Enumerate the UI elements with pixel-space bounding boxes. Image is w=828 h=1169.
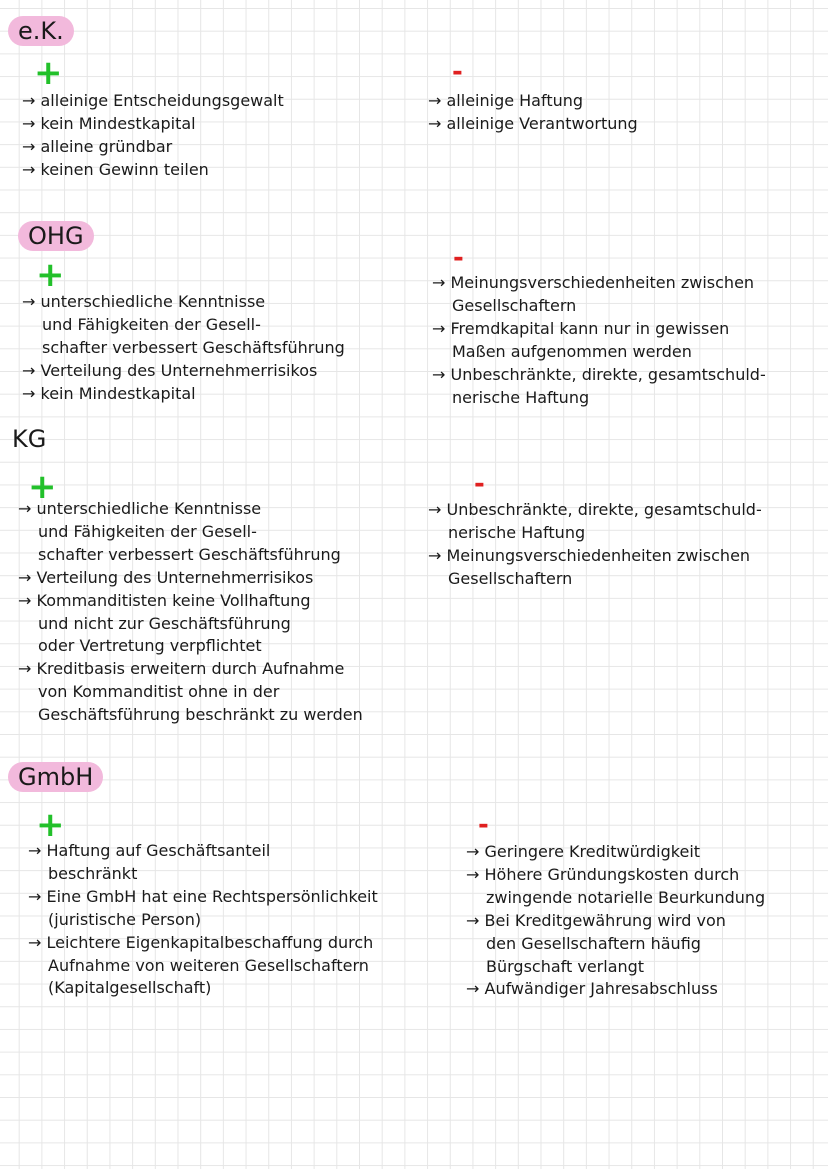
list-item: → unterschiedliche Kenntnisse und Fähigkeiten der Gesell- schafter verbessert Geschäftsführung [22, 292, 345, 357]
cons-list-gmbh [466, 841, 765, 1001]
list-item: → Haftung auf Geschäftsanteil beschränkt [28, 841, 271, 883]
section-title-ohg: OHG [18, 221, 94, 251]
list-item: → Unbeschränkte, direkte, gesamtschuld- nerische Haftung [428, 500, 762, 542]
pros-plus-icon: + [36, 255, 65, 295]
list-item: → Geringere Kreditwürdigkeit [466, 842, 701, 861]
list-item: → alleine gründbar [22, 136, 173, 156]
pros-plus-icon: + [34, 53, 63, 93]
cons-minus-icon: - [478, 810, 489, 840]
pros-list-kg [18, 498, 363, 727]
cons-list-ek [428, 90, 638, 136]
pros-plus-icon: + [36, 805, 65, 845]
list-item: → Leichtere Eigenkapitalbeschaffung durch Aufnahme von weiteren Gesellschaftern (Kapitalgesellschaft) [28, 932, 374, 998]
pros-list-gmbh [28, 840, 378, 1000]
cons-minus-icon: - [453, 243, 464, 273]
section-title-gmbh: GmbH [8, 762, 103, 792]
list-item: → Meinungsverschiedenheiten zwischen Gesellschaftern [432, 273, 755, 315]
cons-minus-icon: - [452, 57, 463, 87]
list-item: → Kommanditisten keine Vollhaftung und nicht zur Geschäftsführung oder Vertretung verpflichtet [18, 590, 311, 656]
cons-list-ohg [432, 272, 766, 409]
pros-plus-icon: + [28, 467, 57, 507]
list-item: → unterschiedliche Kenntnisse und Fähigkeiten der Gesell- schafter verbessert Geschäftsführung [18, 499, 341, 564]
list-item: → alleinige Verantwortung [428, 113, 638, 133]
list-item: → kein Mindestkapital [22, 383, 196, 403]
list-item: → Aufwändiger Jahresabschluss [466, 979, 718, 999]
list-item: → keinen Gewinn teilen [22, 159, 209, 179]
list-item: → kein Mindestkapital [22, 113, 196, 133]
list-item: → Unbeschränkte, direkte, gesamtschuld- nerische Haftung [432, 364, 766, 407]
list-item: → Verteilung des Unternehmerrisikos [18, 567, 314, 587]
list-item: → Bei Kreditgewährung wird von den Gesellschaftern häufig Bürgschaft verlangt [466, 910, 726, 976]
pros-list-ohg [22, 291, 345, 406]
list-item: → Eine GmbH hat eine Rechtspersönlichkeit (juristische Person) [28, 886, 378, 929]
cons-list-kg [428, 499, 762, 591]
list-item: → Fremdkapital kann nur in gewissen Maßen aufgenommen werden [432, 318, 730, 361]
cons-minus-icon: - [474, 469, 485, 499]
list-item: → Kreditbasis erweitern durch Aufnahme von Kommanditist ohne in der Geschäftsführung beschränkt zu werden [18, 659, 363, 725]
list-item: → alleinige Haftung [428, 91, 584, 110]
pros-list-ek [22, 90, 284, 182]
list-item: → Meinungsverschiedenheiten zwischen Gesellschaftern [428, 545, 751, 588]
list-item: → alleinige Entscheidungsgewalt [22, 91, 284, 110]
list-item: → Höhere Gründungskosten durch zwingende notarielle Beurkundung [466, 864, 766, 907]
section-title-ek: e.K. [8, 16, 74, 46]
list-item: → Verteilung des Unternehmerrisikos [22, 360, 318, 380]
section-title-kg: KG [12, 425, 47, 453]
